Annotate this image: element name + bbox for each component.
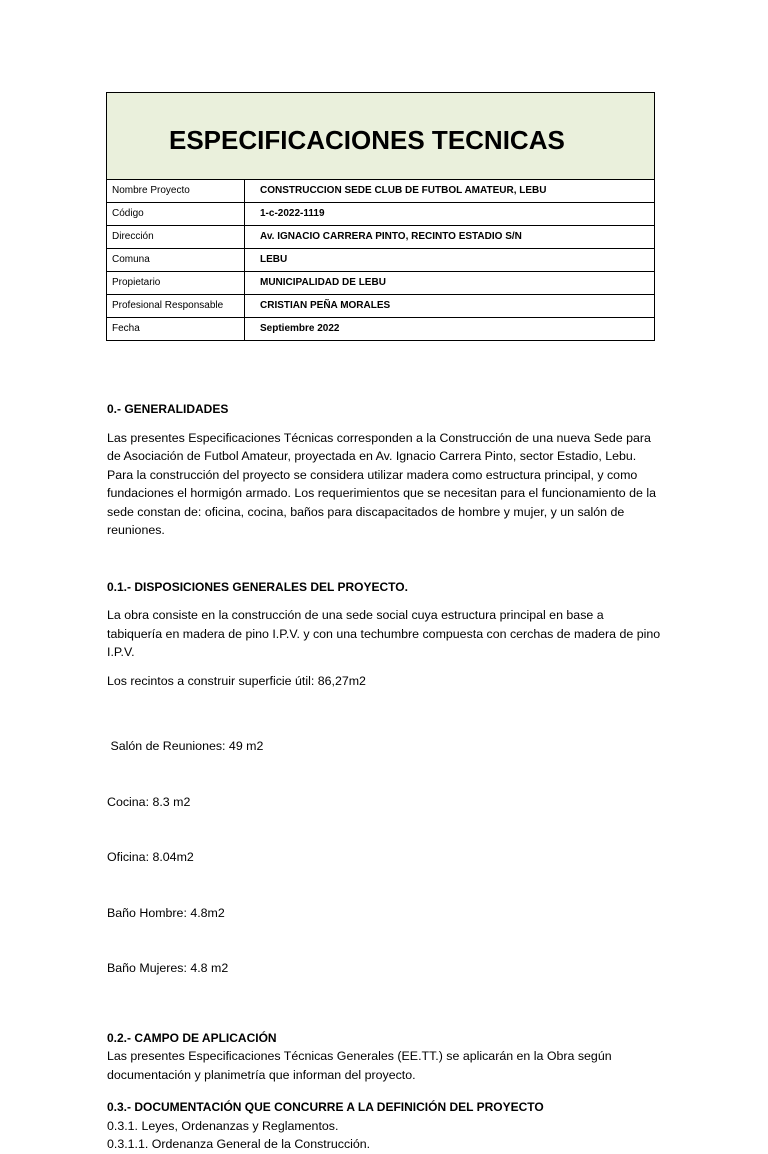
row-label: Nombre Proyecto	[107, 180, 245, 202]
room-list	[107, 700, 662, 1015]
documentacion-list	[107, 1117, 662, 1154]
list-item: Cocina: 8.3 m2	[107, 794, 191, 809]
row-value: MUNICIPALIDAD DE LEBU	[260, 277, 386, 288]
row-label: Profesional Responsable	[107, 295, 245, 317]
section-heading-generalidades: 0.- GENERALIDADES	[107, 402, 229, 416]
row-value: Av. IGNACIO CARRERA PINTO, RECINTO ESTADIO S/N	[260, 231, 522, 242]
paragraph-disposiciones: La obra consiste en la construcción de una sede social cuya estructura principal en base a tabiquería en madera de pino I.P.V. y con una techumbre compuesta con cerchas de madera de pino I.P.V.	[107, 608, 661, 659]
table-row	[107, 203, 654, 226]
list-item: Baño Mujeres: 4.8 m2	[107, 961, 229, 975]
row-value: LEBU	[260, 254, 288, 265]
table-row	[107, 226, 654, 249]
table-row	[107, 295, 654, 318]
table-row	[107, 272, 654, 295]
row-label: Fecha	[107, 318, 245, 340]
row-value: CRISTIAN PEÑA MORALES	[260, 300, 391, 311]
paragraph-generalidades: Las presentes Especificaciones Técnicas corresponden a la Construcción de una nueva Sede para de Asociación de Futbol Amateur, proyectada en Av. Ignacio Carrera Pinto, sector Estadio, Lebu. Para la construcción del proyecto se considera utilizar madera como estructura principal, y como fundaciones el hormigón armado. Los requerimientos que se necesitan para el funcionamiento de la sede constan de: oficina, cocina, baños para discapacitados de hombre y mujer, y un salón de reuniones.	[107, 430, 656, 537]
row-label: Propietario	[107, 272, 245, 294]
list-item: Salón de Reuniones: 49 m2	[107, 739, 264, 753]
list-item: 0.3.1. Leyes, Ordenanzas y Reglamentos.	[107, 1118, 339, 1133]
paragraph-campo: Las presentes Especificaciones Técnicas Generales (EE.TT.) se aplicarán en la Obra según documentación y planimetría que informan del proyecto.	[107, 1049, 612, 1082]
list-item: Baño Hombre: 4.8m2	[107, 905, 225, 920]
list-item: 0.3.1.1. Ordenanza General de la Construcción.	[107, 1137, 371, 1151]
table-row	[107, 318, 654, 340]
row-label: Comuna	[107, 249, 245, 271]
project-info-table	[106, 92, 655, 341]
row-value: 1-c-2022-1119	[260, 208, 325, 219]
section-heading-documentacion: 0.3.- DOCUMENTACIÓN QUE CONCURRE A LA DEFINICIÓN DEL PROYECTO	[107, 1100, 544, 1114]
row-value: Septiembre 2022	[260, 323, 340, 334]
row-value: CONSTRUCCION SEDE CLUB DE FUTBOL AMATEUR, LEBU	[260, 185, 547, 196]
surface-total: Los recintos a construir superficie útil: 86,27m2	[107, 673, 366, 688]
section-heading-disposiciones: 0.1.- DISPOSICIONES GENERALES DEL PROYECTO.	[107, 579, 408, 594]
list-item: Oficina: 8.04m2	[107, 850, 194, 864]
row-label: Código	[107, 203, 245, 225]
title-cell	[107, 93, 654, 180]
section-heading-campo: 0.2.- CAMPO DE APLICACIÓN	[107, 1030, 277, 1045]
table-row	[107, 180, 654, 203]
document-body	[107, 400, 662, 1154]
row-label: Dirección	[107, 226, 245, 248]
document-title: ESPECIFICACIONES TECNICAS	[169, 125, 565, 155]
table-row	[107, 249, 654, 272]
